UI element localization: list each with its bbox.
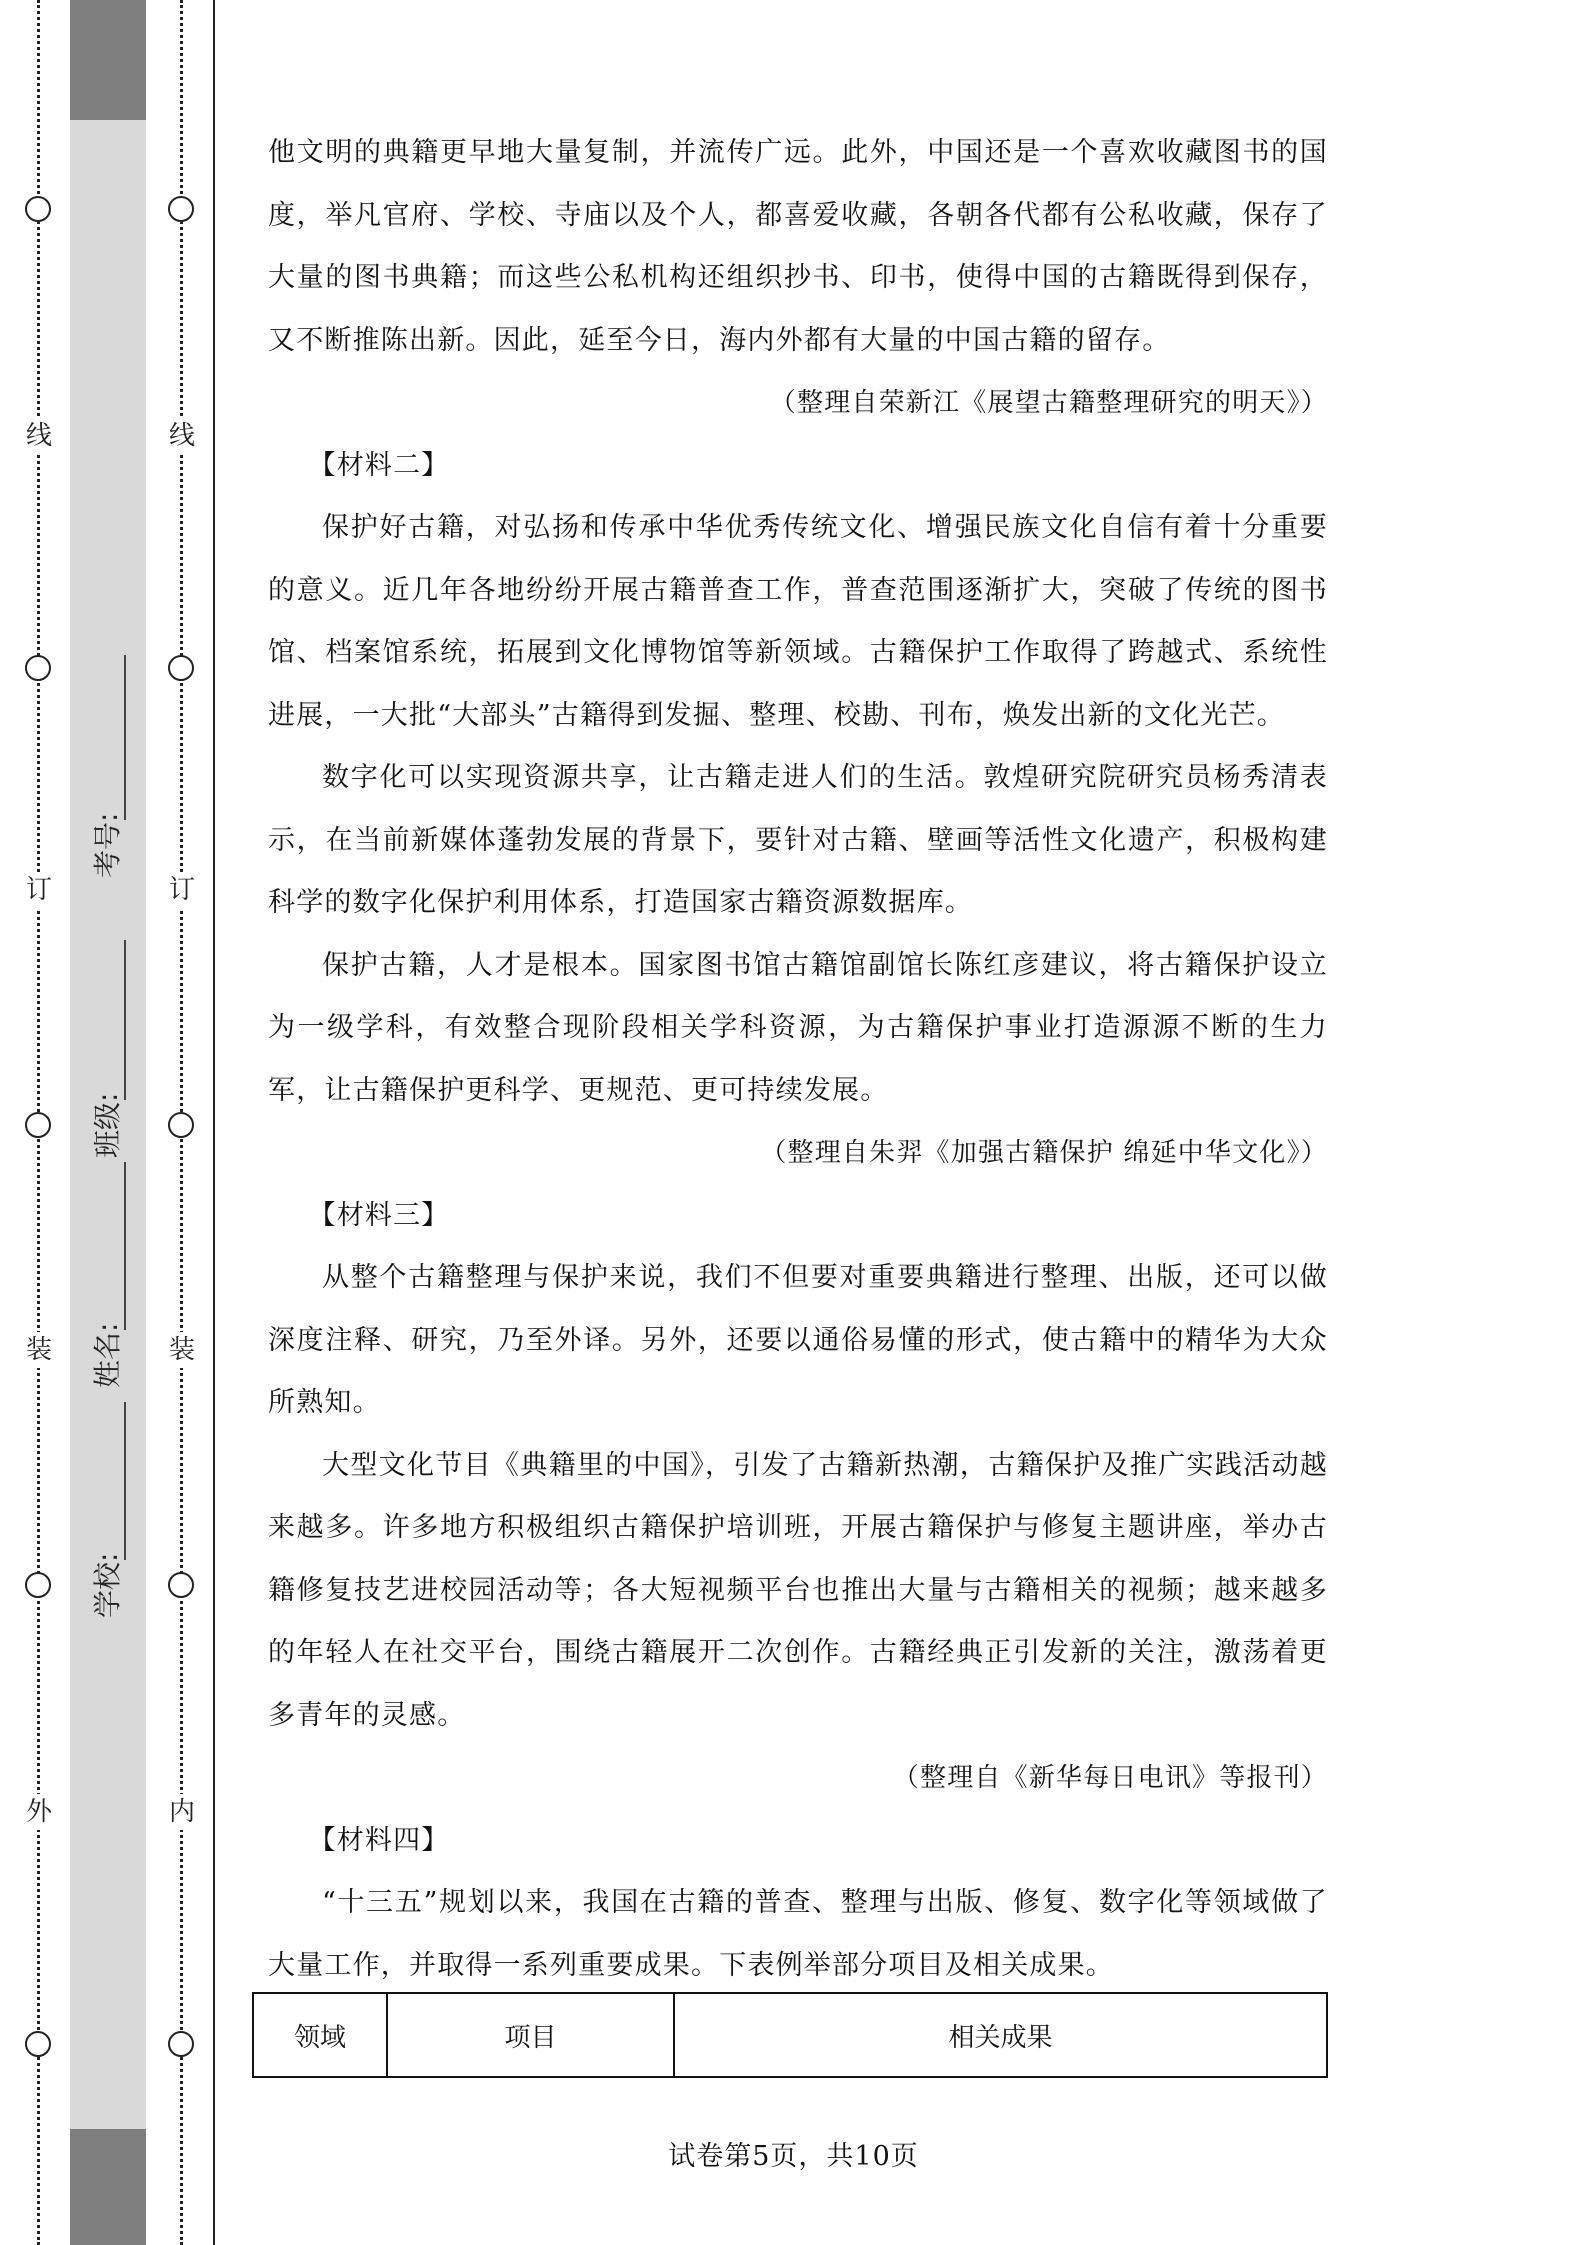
binding-mark-xian: 线 [21,418,57,454]
class-line[interactable] [124,940,126,1100]
circle-mark [25,196,51,222]
material-2-heading: 【材料二】 [308,449,450,481]
outer-binding-margin [0,0,70,2245]
exam-number-label: 考号: [91,812,124,878]
source-note-2: （整理自朱羿《加强古籍保护 绵延中华文化》） [760,1138,1328,1168]
paragraph: 数字化可以实现资源共享，让古籍走进人们的生活。敦煌研究院研究员杨秀清表示，在当前新媒体蓬勃发展的背景下，要针对古籍、壁画等活性文化遗产，积极构建科学的数字化保护利用体系，打造国家古籍资源数据库。 [268,762,1328,918]
paragraph: 保护好古籍，对弘扬和传承中华优秀传统文化、增强民族文化自信有着十分重要的意义。近几年各地纷纷开展古籍普查工作，普查范围逐渐扩大，突破了传统的图书馆、档案馆系统，拓展到文化博物馆等新领域。古籍保护工作取得了跨越式、系统性进展，一大批“大部头”古籍得到发掘、整理、校勘、刊布，焕发出新的文化光芒。 [268,512,1328,731]
paragraph: 大型文化节目《典籍里的中国》，引发了古籍新热潮，古籍保护及推广实践活动越来越多。许多地方积极组织古籍保护培训班，开展古籍保护与修复主题讲座，举办古籍修复技艺进校园活动等；各大短视频平台也推出大量与古籍相关的视频；越来越多的年轻人在社交平台，围绕古籍展开二次创作。古籍经典正引发新的关注，激荡着更多青年的灵感。 [268,1449,1328,1731]
exam-number-line[interactable] [124,655,126,820]
binding-mark-ding: 订 [21,872,57,908]
circle-mark [25,1112,51,1138]
source-note-3: （整理自《新华每日电讯》等报刊） [892,1763,1328,1793]
results-table [252,1992,1328,2078]
table-header-row [253,1993,1327,2077]
paragraph: 保护古籍，人才是根本。国家图书馆古籍馆副馆长陈红彦建议，将古籍保护设立为一级学科，有效整合现阶段相关学科资源，为古籍保护事业打造源源不断的生力军，让古籍保护更科学、更规范、更可持续发展。 [268,949,1328,1106]
reading-material [268,122,1328,1997]
source-note-1: （整理自荣新江《展望古籍整理研究的明天》） [769,388,1328,418]
circle-mark [168,2031,194,2057]
binding-mark-xian: 线 [164,418,200,454]
school-label: 学校: [91,1552,124,1618]
binding-rule [213,0,215,2245]
material-4-heading: 【材料四】 [308,1824,450,1856]
class-label: 班级: [91,1092,124,1158]
paragraph: “十三五”规划以来，我国在古籍的普查、整理与出版、修复、数字化等领域做了大量工作，并取得一系列重要成果。下表例举部分项目及相关成果。 [268,1887,1328,1981]
col-header-results: 相关成果 [674,1993,1327,2077]
student-info-strip [70,0,146,2245]
circle-mark [168,1572,194,1598]
school-line[interactable] [124,1402,126,1560]
binding-mark-zhuang: 装 [164,1332,200,1368]
circle-mark [25,2031,51,2057]
circle-mark [168,1112,194,1138]
strip-top-block [70,0,146,120]
inner-binding-margin [146,0,216,2245]
col-header-field: 领域 [253,1993,387,2077]
col-header-project: 项目 [387,1993,674,2077]
binding-mark-ding: 订 [164,872,200,908]
circle-mark [168,196,194,222]
material-3-heading: 【材料三】 [308,1199,450,1231]
paragraph: 从整个古籍整理与保护来说，我们不但要对重要典籍进行整理、出版，还可以做深度注释、研究，乃至外译。另外，还要以通俗易懂的形式，使古籍中的精华为大众所熟知。 [268,1262,1328,1418]
circle-mark [168,655,194,681]
binding-mark-zhuang: 装 [21,1332,57,1368]
circle-mark [25,655,51,681]
paragraph-continued: 他文明的典籍更早地大量复制，并流传广远。此外，中国还是一个喜欢收藏图书的国度，举凡官府、学校、寺庙以及个人，都喜爱收藏，各朝各代都有公私收藏，保存了大量的图书典籍；而这些公私机构还组织抄书、印书，使得中国的古籍既得到保存，又不断推陈出新。因此，延至今日，海内外都有大量的中国古籍的留存。 [268,137,1328,356]
binding-mark-wai: 外 [21,1794,57,1830]
binding-mark-nei: 内 [164,1794,200,1830]
name-line[interactable] [124,1162,126,1330]
circle-mark [25,1572,51,1598]
name-label: 姓名: [91,1322,124,1388]
page-footer: 试卷第5页，共10页 [668,2141,919,2172]
